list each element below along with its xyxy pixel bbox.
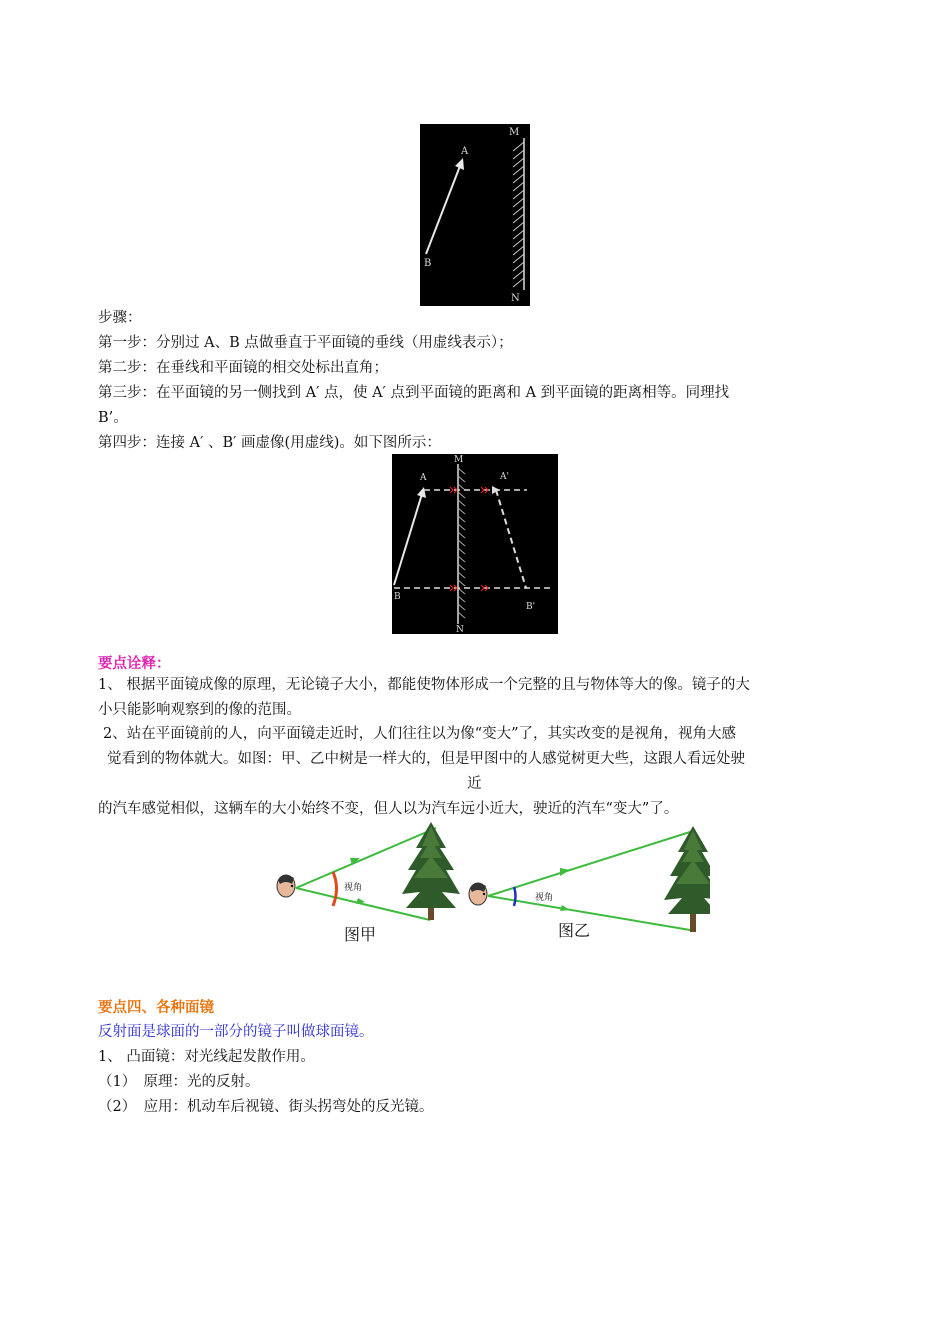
label-m: M bbox=[509, 127, 520, 138]
key-point-2-wrap: 近 bbox=[467, 776, 482, 792]
label-m: M bbox=[454, 455, 464, 465]
label-b-image: B' bbox=[526, 602, 536, 612]
convex-mirror-item: 1、 凸面镜：对光线起发散作用。 bbox=[98, 1049, 315, 1065]
section-4-intro: 反射面是球面的一部分的镜子叫做球面镜。 bbox=[98, 1024, 374, 1040]
key-point-2-end: 的汽车感觉相似，这辆车的大小始终不变，但人以为汽车远小近大，驶近的汽车“变大”了。 bbox=[98, 801, 679, 817]
step-2: 第二步：在垂线和平面镜的相交处标出直角； bbox=[98, 360, 388, 376]
label-a: A bbox=[461, 146, 469, 157]
label-n: N bbox=[511, 293, 520, 304]
angle-label-1: 视角 bbox=[344, 883, 363, 893]
mirror-figure-1 bbox=[420, 124, 530, 306]
mirror-figure-2 bbox=[392, 454, 558, 634]
diagram-jia bbox=[277, 822, 460, 944]
step-1: 第一步：分别过 A、B 点做垂直于平面镜的垂线（用虚线表示）； bbox=[98, 335, 513, 351]
caption-yi: 图乙 bbox=[558, 921, 591, 940]
diagram-yi bbox=[469, 826, 710, 940]
convex-principle: （1） 原理：光的反射。 bbox=[98, 1074, 260, 1090]
step-4: 第四步：连接 A′ 、B′ 画虚像(用虚线)。如下图所示： bbox=[98, 435, 441, 451]
steps-title: 步骤： bbox=[98, 310, 142, 326]
key-point-2: 2、站在平面镜前的人，向平面镜走近时，人们往往以为像“变大”了，其实改变的是视角，视角大感 bbox=[103, 726, 737, 742]
step-3: 第三步：在平面镜的另一侧找到 A′ 点，使 A′ 点到平面镜的距离和 A 到平面镜的距离相等。同理找 bbox=[98, 385, 730, 401]
angle-label-2: 视角 bbox=[535, 893, 554, 903]
label-b: B bbox=[394, 592, 401, 602]
convex-application: （2） 应用：机动车后视镜、街头拐弯处的反光镜。 bbox=[98, 1099, 434, 1115]
key-points-heading: 要点诠释： bbox=[98, 655, 171, 672]
label-n: N bbox=[456, 625, 464, 634]
key-point-2-cont: 觉看到的物体就大。如图：甲、乙中树是一样大的，但是甲图中的人感觉树更大些，这跟人看远处驶 bbox=[107, 751, 745, 767]
step-3-cont: B’。 bbox=[98, 410, 128, 426]
section-4-heading: 要点四、各种面镜 bbox=[98, 999, 214, 1016]
label-a-image: A' bbox=[500, 472, 509, 482]
label-a: A bbox=[420, 473, 427, 483]
key-point-1: 1、 根据平面镜成像的原理，无论镜子大小，都能使物体形成一个完整的且与物体等大的像。镜子的大 bbox=[98, 677, 750, 693]
visual-angle-figure bbox=[270, 818, 710, 950]
label-b: B bbox=[424, 258, 432, 269]
key-point-1-cont: 小只能影响观察到的像的范围。 bbox=[98, 702, 301, 718]
caption-jia: 图甲 bbox=[344, 925, 377, 944]
